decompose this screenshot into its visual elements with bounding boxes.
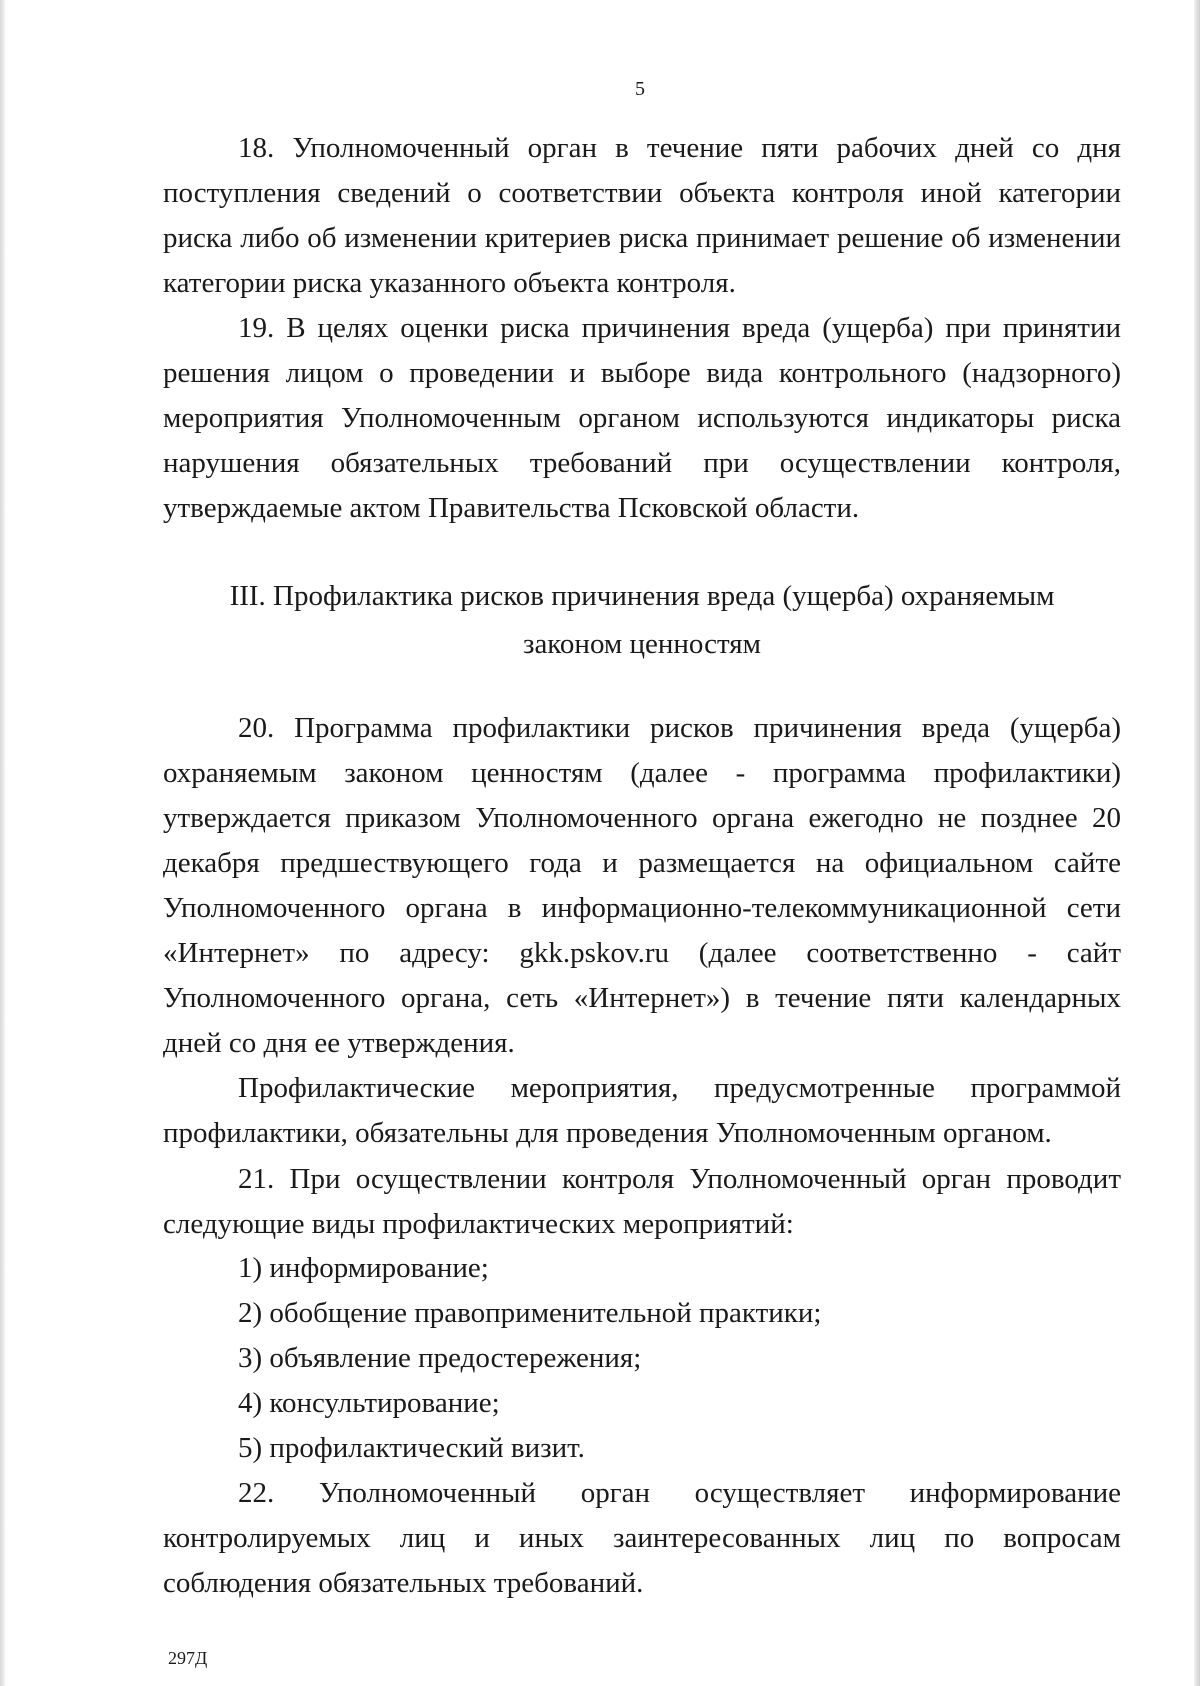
list-item: 1) информирование; (238, 1252, 489, 1284)
paragraph-18: 18. Уполномоченный орган в течение пяти рабочих дней со дня поступления сведений о соответствии объекта контроля иной категории риска либо об изменении критериев риска принимает решение об изменении категории риска указанного объекта контроля. (163, 132, 1121, 299)
paragraph-22: 22. Уполномоченный орган осуществляет информирование контролируемых лиц и иных заинтересованных лиц по вопросам соблюдения обязательных требований. (163, 1477, 1121, 1599)
page-number: 5 (635, 78, 645, 100)
paragraph-20: 20. Программа профилактики рисков причинения вреда (ущерба) охраняемым законом ценностям (далее - программа профилактики) утверждается приказом Уполномоченного органа ежегодно не позднее 20 декабря предшествующего года и размещается на официальном сайте Уполномоченного органа в информационно-телекоммуникационной сети «Интернет» по адресу: gkk.pskov.ru (далее соответственно - сайт Уполномоченного органа, сеть «Интернет») в течение пяти календарных дней со дня ее утверждения. (163, 712, 1121, 1059)
scan-edge-right (1194, 0, 1200, 1686)
section-heading-line-1: III. Профилактика рисков причинения вреда (ущерба) охраняемым (229, 580, 1055, 612)
paragraph-preventive-measures: Профилактические мероприятия, предусмотренные программой профилактики, обязательны для проведения Уполномоченным органом. (163, 1072, 1121, 1149)
section-heading-line-2: законом ценностям (522, 628, 762, 660)
paragraph-19: 19. В целях оценки риска причинения вреда (ущерба) при принятии решения лицом о проведении и выборе вида контрольного (надзорного) мероприятия Уполномоченным органом используются индикаторы риска нарушения обязательных требований при осуществлении контроля, утверждаемые актом Правительства Псковской области. (163, 312, 1121, 524)
list-item: 5) профилактический визит. (238, 1432, 585, 1464)
document-code: 297Д (168, 1648, 208, 1668)
scan-edge-left (0, 0, 5, 1686)
list-item: 2) обобщение правоприменительной практики; (238, 1297, 822, 1329)
list-item: 4) консультирование; (238, 1387, 500, 1419)
list-item: 3) объявление предостережения; (238, 1342, 642, 1374)
paragraph-21: 21. При осуществлении контроля Уполномоченный орган проводит следующие виды профилактических мероприятий: (163, 1163, 1121, 1240)
